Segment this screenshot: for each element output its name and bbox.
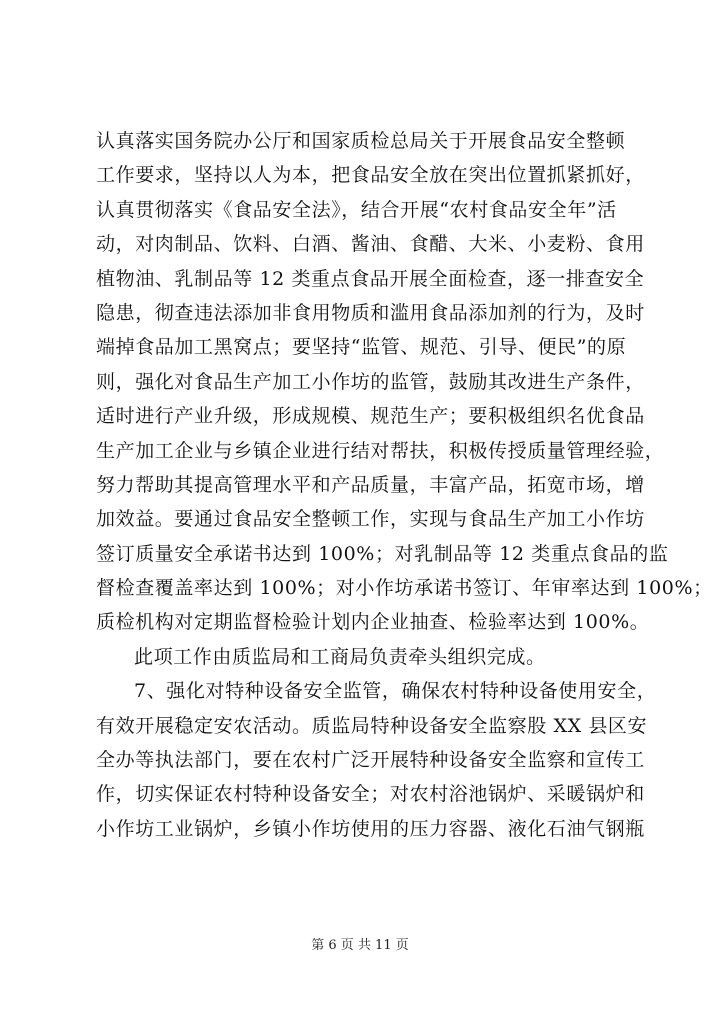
text-line: 督检查覆盖率达到 100%；对小作坊承诺书签订、年审率达到 100%；: [96, 577, 713, 600]
text-line: 认真贯彻落实《食品安全法》，结合开展“农村食品安全年”活: [96, 198, 617, 221]
text-line: 认真落实国务院办公厅和国家质检总局关于开展食品安全整顿: [96, 130, 626, 152]
text-line: 动，对肉制品、饮料、白酒、酱油、食醋、大米、小麦粉、食用: [96, 233, 645, 256]
text-line: 植物油、乳制品等 12 类重点食品开展全面检查，逐一排查安全: [96, 267, 645, 290]
text-line: 工作要求，坚持以人为本，把食品安全放在突出位置抓紧抓好，: [96, 164, 645, 187]
text-line: 加效益。要通过食品安全整顿工作，实现与食品生产加工小作坊: [96, 508, 645, 531]
page-number-footer: 第 6 页 共 11 页: [311, 938, 409, 953]
text-line: 则，强化对食品生产加工小作坊的监管，鼓励其改进生产条件，: [96, 370, 645, 393]
text-line: 努力帮助其提高管理水平和产品质量，丰富产品，拓宽市场，增: [96, 473, 645, 496]
text-line: 适时进行产业升级，形成规模、规范生产；要积极组织名优食品: [96, 405, 645, 428]
text-line: 作，切实保证农村特种设备安全；对农村浴池锅炉、采暖锅炉和: [96, 783, 645, 806]
text-line: 生产加工企业与乡镇企业进行结对帮扶，积极传授质量管理经验，: [96, 439, 665, 462]
text-line: 质检机构对定期监督检验计划内企业抽查、检验率达到 100%。: [96, 611, 650, 634]
text-line: 端掉食品加工黑窝点；要坚持“监管、规范、引导、便民”的原: [96, 336, 627, 359]
text-line: 签订质量安全承诺书达到 100%；对乳制品等 12 类重点食品的监: [96, 542, 669, 565]
document-body: [96, 124, 713, 846]
paragraph-responsibility: 此项工作由质监局和工商局负责牵头组织完成。: [134, 645, 546, 668]
text-line: 全办等执法部门，要在农村广泛开展特种设备安全监察和宣传工: [96, 749, 645, 772]
text-line: 隐患，彻查违法添加非食用物质和滥用食品添加剂的行为，及时: [96, 301, 645, 324]
paragraph-item-7-first-line: 7、强化对特种设备安全监管，确保农村特种设备使用安全，: [134, 680, 657, 703]
text-line: 小作坊工业锅炉，乡镇小作坊使用的压力容器、液化石油气钢瓶: [96, 817, 645, 840]
text-line: 有效开展稳定安农活动。质监局特种设备安全监察股 XX 县区安: [96, 714, 648, 737]
